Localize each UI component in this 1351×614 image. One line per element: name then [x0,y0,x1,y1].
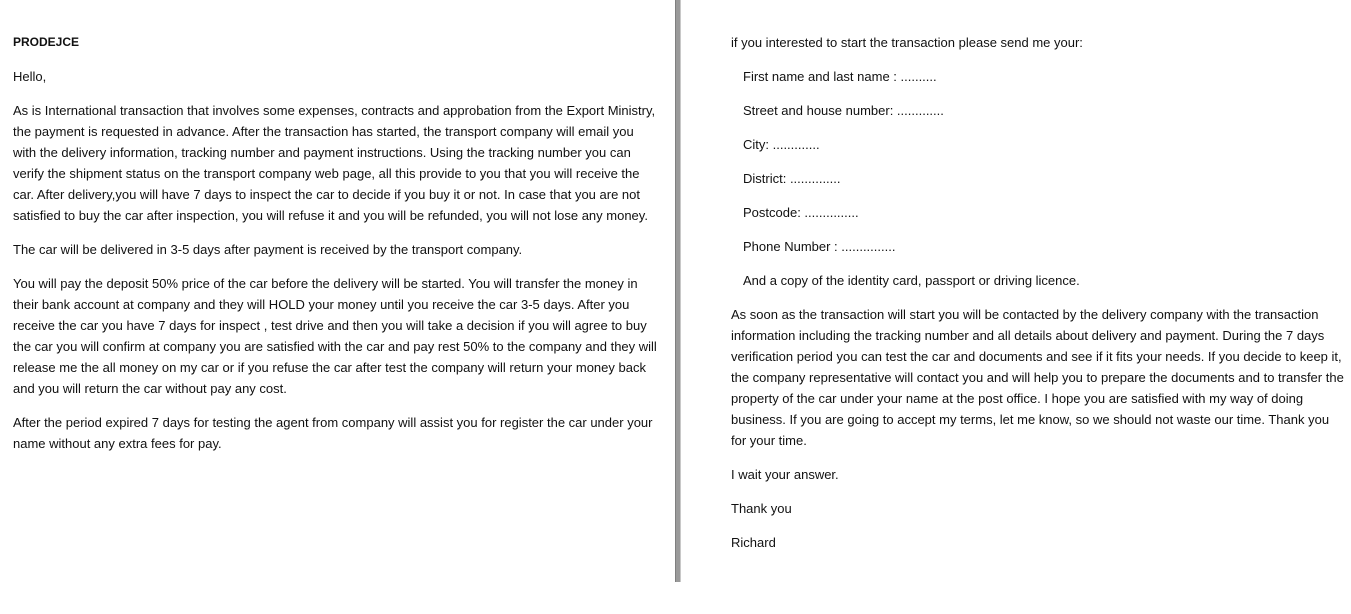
paragraph-payment-advance: As is International transaction that involves some expenses, contracts and approbation from the Export Ministry, the payment is requested in advance. After the transaction has started, the transport company will email you with the delivery information, tracking number and payment instructions. Using the tracking number you can verify the shipment status on the transport company web page, all this provide to you that you will receive the car. After delivery,you will have 7 days to inspect the car to decide if you buy it or not. In case that you are not satisfied to buy the car after inspection, you will refuse it and you will be refunded, you will not lose any money. [13,103,656,223]
page-divider [675,0,681,582]
requested-fields-list [731,66,1345,291]
greeting: Hello, [13,69,47,84]
document-heading: PRODEJCE [13,35,80,49]
paragraph-deposit: You will pay the deposit 50% price of the car before the delivery will be started. You will transfer the money in their bank account at company and they will HOLD your money until you receive the car 3-5 days. After you receive the car you have 7 days for inspect , test drive and then you will take a decision if you will agree to buy the car you will confirm at company you are satisfied with the car and pay rest 50% to the company and they will release me the all money on my car or if you refuse the car after test the company will return your money back and you will return the car without pay any cost. [13,276,657,396]
paragraph-registration: After the period expired 7 days for testing the agent from company will assist you for register the car under your name without any extra fees for pay. [13,415,653,451]
signature: Richard [731,535,776,550]
right-page [731,0,1345,614]
field-postcode: Postcode: ............... [743,205,859,220]
field-phone: Phone Number : ............... [743,239,896,254]
field-district: District: .............. [743,171,841,186]
field-city: City: ............. [743,137,820,152]
paragraph-delivery-time: The car will be delivered in 3-5 days after payment is received by the transport company. [13,242,523,257]
request-intro: if you interested to start the transaction please send me your: [731,35,1083,50]
closing-wait: I wait your answer. [731,467,839,482]
field-full-name: First name and last name : .......... [743,69,937,84]
paragraph-transaction-details: As soon as the transaction will start you will be contacted by the delivery company with the transaction information including the tracking number and all details about delivery and payment. During the 7 days verification period you can test the car and documents and see if it fits your needs. If you decide to keep it, the company representative will contact you and will help you to prepare the documents and to transfer the property of the car under your name at the post office. I hope you are satisfied with my way of doing business. If you are going to accept my terms, let me know, so we should not waste our time. Thank you for your time. [731,307,1344,448]
left-page [13,0,659,614]
field-street: Street and house number: ............. [743,103,944,118]
field-id-copy: And a copy of the identity card, passport or driving licence. [743,273,1080,288]
closing-thanks: Thank you [731,501,792,516]
